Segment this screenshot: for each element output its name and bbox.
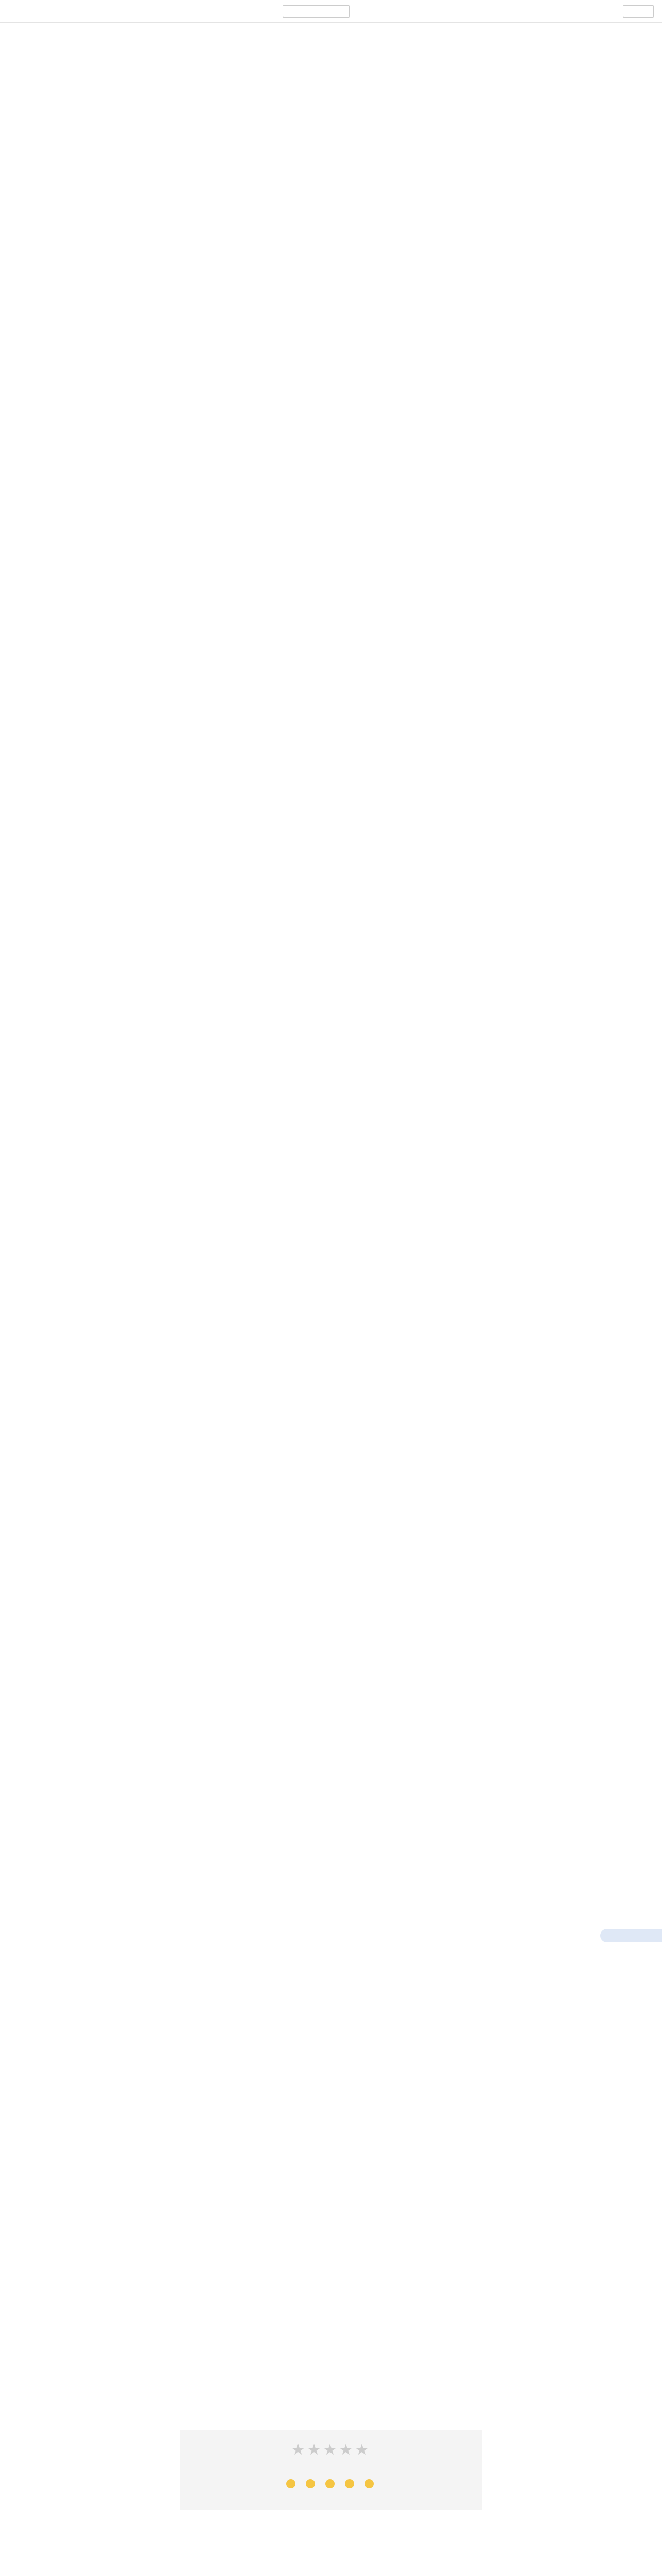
side-tab-button[interactable]	[600, 1929, 662, 1942]
chapter-body	[176, 167, 486, 2393]
reaction-icon	[325, 2479, 335, 2488]
rating-panel	[180, 2430, 482, 2510]
reaction-icon	[286, 2479, 295, 2488]
reaction-icon	[345, 2479, 354, 2488]
reaction-icon	[306, 2479, 315, 2488]
reaction-icon	[365, 2479, 374, 2488]
reaction-button[interactable]	[345, 2479, 356, 2488]
star-rating-input[interactable]: ★★★★★	[291, 2441, 371, 2459]
reaction-button[interactable]	[286, 2479, 297, 2488]
header-right-button[interactable]	[623, 5, 654, 18]
reaction-button[interactable]	[325, 2479, 337, 2488]
header-search-input[interactable]	[283, 5, 350, 18]
top-nav-bar	[0, 0, 662, 23]
reaction-button[interactable]	[365, 2479, 376, 2488]
page-nav-top	[0, 98, 662, 106]
reaction-button[interactable]	[306, 2479, 317, 2488]
reaction-buttons	[180, 2479, 482, 2488]
page-nav-bottom	[0, 2519, 662, 2527]
